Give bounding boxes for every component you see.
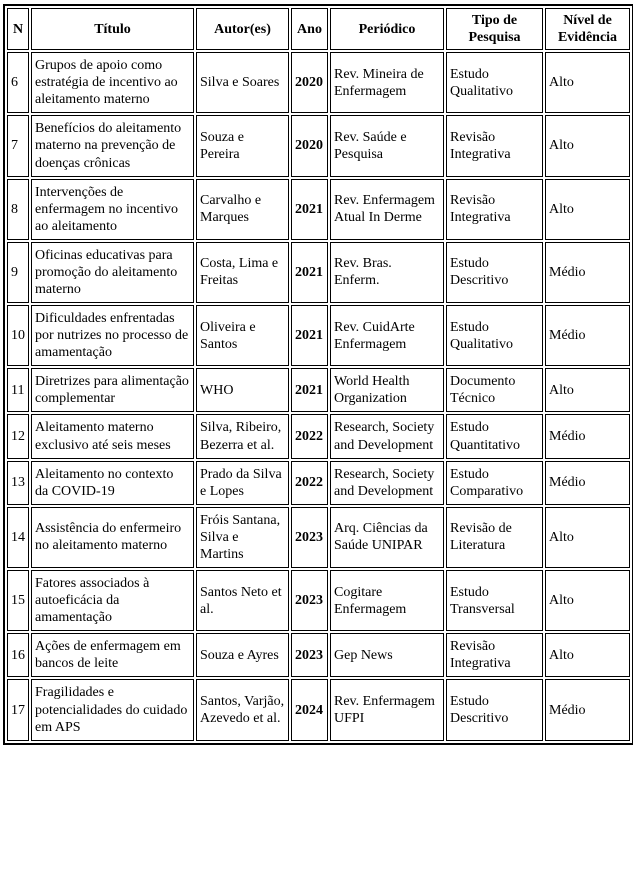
cell-n: 6 (7, 52, 29, 113)
cell-periodico: Research, Society and Development (330, 461, 444, 505)
column-header-nivel_evidencia: Nível de Evidência (545, 8, 630, 50)
cell-tipo_pesquisa: Estudo Descritivo (446, 679, 543, 740)
table-row (7, 52, 630, 113)
table-body (7, 52, 630, 741)
cell-n: 8 (7, 179, 29, 240)
cell-titulo: Ações de enfermagem em bancos de leite (31, 633, 194, 677)
header-row (7, 8, 630, 50)
cell-nivel_evidencia: Médio (545, 305, 630, 366)
cell-periodico: Rev. Saúde e Pesquisa (330, 115, 444, 176)
cell-nivel_evidencia: Alto (545, 507, 630, 568)
cell-titulo: Dificuldades enfrentadas por nutrizes no processo de amamentação (31, 305, 194, 366)
cell-nivel_evidencia: Alto (545, 52, 630, 113)
cell-ano: 2020 (291, 52, 328, 113)
table-header (7, 8, 630, 50)
cell-tipo_pesquisa: Estudo Comparativo (446, 461, 543, 505)
cell-titulo: Intervenções de enfermagem no incentivo ao aleitamento (31, 179, 194, 240)
cell-autores: Carvalho e Marques (196, 179, 289, 240)
table-row (7, 507, 630, 568)
cell-tipo_pesquisa: Revisão Integrativa (446, 633, 543, 677)
cell-nivel_evidencia: Alto (545, 179, 630, 240)
column-header-titulo: Título (31, 8, 194, 50)
cell-tipo_pesquisa: Revisão Integrativa (446, 115, 543, 176)
column-header-periodico: Periódico (330, 8, 444, 50)
table-row (7, 414, 630, 458)
cell-periodico: World Health Organization (330, 368, 444, 412)
cell-nivel_evidencia: Médio (545, 414, 630, 458)
cell-nivel_evidencia: Alto (545, 633, 630, 677)
cell-ano: 2023 (291, 570, 328, 631)
table-row (7, 115, 630, 176)
cell-nivel_evidencia: Alto (545, 368, 630, 412)
table-row (7, 305, 630, 366)
table-row (7, 633, 630, 677)
cell-titulo: Grupos de apoio como estratégia de incentivo ao aleitamento materno (31, 52, 194, 113)
cell-autores: Oliveira e Santos (196, 305, 289, 366)
cell-tipo_pesquisa: Estudo Qualitativo (446, 305, 543, 366)
cell-periodico: Rev. Bras. Enferm. (330, 242, 444, 303)
cell-tipo_pesquisa: Estudo Qualitativo (446, 52, 543, 113)
table-row (7, 242, 630, 303)
cell-n: 9 (7, 242, 29, 303)
cell-periodico: Rev. Enfermagem UFPI (330, 679, 444, 740)
cell-titulo: Diretrizes para alimentação complementar (31, 368, 194, 412)
cell-titulo: Oficinas educativas para promoção do aleitamento materno (31, 242, 194, 303)
table-row (7, 368, 630, 412)
cell-n: 10 (7, 305, 29, 366)
cell-autores: Souza e Ayres (196, 633, 289, 677)
cell-n: 15 (7, 570, 29, 631)
cell-ano: 2024 (291, 679, 328, 740)
cell-periodico: Rev. Mineira de Enfermagem (330, 52, 444, 113)
cell-tipo_pesquisa: Estudo Transversal (446, 570, 543, 631)
cell-ano: 2022 (291, 414, 328, 458)
cell-n: 12 (7, 414, 29, 458)
cell-tipo_pesquisa: Revisão Integrativa (446, 179, 543, 240)
cell-nivel_evidencia: Médio (545, 242, 630, 303)
cell-autores: Santos Neto et al. (196, 570, 289, 631)
cell-ano: 2021 (291, 305, 328, 366)
cell-nivel_evidencia: Alto (545, 115, 630, 176)
cell-autores: Costa, Lima e Freitas (196, 242, 289, 303)
table-row (7, 461, 630, 505)
cell-autores: Silva e Soares (196, 52, 289, 113)
cell-titulo: Aleitamento materno exclusivo até seis meses (31, 414, 194, 458)
cell-ano: 2021 (291, 179, 328, 240)
cell-ano: 2021 (291, 242, 328, 303)
cell-titulo: Fatores associados à autoeficácia da amamentação (31, 570, 194, 631)
cell-titulo: Fragilidades e potencialidades do cuidado em APS (31, 679, 194, 740)
cell-ano: 2023 (291, 633, 328, 677)
column-header-n: N (7, 8, 29, 50)
cell-n: 14 (7, 507, 29, 568)
cell-periodico: Arq. Ciências da Saúde UNIPAR (330, 507, 444, 568)
cell-ano: 2023 (291, 507, 328, 568)
cell-periodico: Research, Society and Development (330, 414, 444, 458)
column-header-tipo_pesquisa: Tipo de Pesquisa (446, 8, 543, 50)
cell-tipo_pesquisa: Estudo Descritivo (446, 242, 543, 303)
cell-periodico: Rev. CuidArte Enfermagem (330, 305, 444, 366)
cell-n: 11 (7, 368, 29, 412)
table-row (7, 679, 630, 740)
literature-synthesis-table (3, 4, 633, 745)
cell-autores: Prado da Silva e Lopes (196, 461, 289, 505)
cell-ano: 2021 (291, 368, 328, 412)
cell-nivel_evidencia: Médio (545, 461, 630, 505)
cell-autores: Silva, Ribeiro, Bezerra et al. (196, 414, 289, 458)
cell-n: 7 (7, 115, 29, 176)
cell-periodico: Gep News (330, 633, 444, 677)
cell-n: 17 (7, 679, 29, 740)
cell-n: 16 (7, 633, 29, 677)
cell-tipo_pesquisa: Documento Técnico (446, 368, 543, 412)
cell-nivel_evidencia: Alto (545, 570, 630, 631)
cell-nivel_evidencia: Médio (545, 679, 630, 740)
cell-tipo_pesquisa: Estudo Quantitativo (446, 414, 543, 458)
cell-periodico: Rev. Enfermagem Atual In Derme (330, 179, 444, 240)
table-row (7, 179, 630, 240)
cell-titulo: Aleitamento no contexto da COVID-19 (31, 461, 194, 505)
table-row (7, 570, 630, 631)
cell-autores: WHO (196, 368, 289, 412)
cell-n: 13 (7, 461, 29, 505)
column-header-autores: Autor(es) (196, 8, 289, 50)
cell-autores: Santos, Varjão, Azevedo et al. (196, 679, 289, 740)
cell-periodico: Cogitare Enfermagem (330, 570, 444, 631)
cell-titulo: Benefícios do aleitamento materno na prevenção de doenças crônicas (31, 115, 194, 176)
cell-titulo: Assistência do enfermeiro no aleitamento materno (31, 507, 194, 568)
cell-ano: 2022 (291, 461, 328, 505)
cell-ano: 2020 (291, 115, 328, 176)
column-header-ano: Ano (291, 8, 328, 50)
cell-autores: Souza e Pereira (196, 115, 289, 176)
cell-tipo_pesquisa: Revisão de Literatura (446, 507, 543, 568)
cell-autores: Fróis Santana, Silva e Martins (196, 507, 289, 568)
